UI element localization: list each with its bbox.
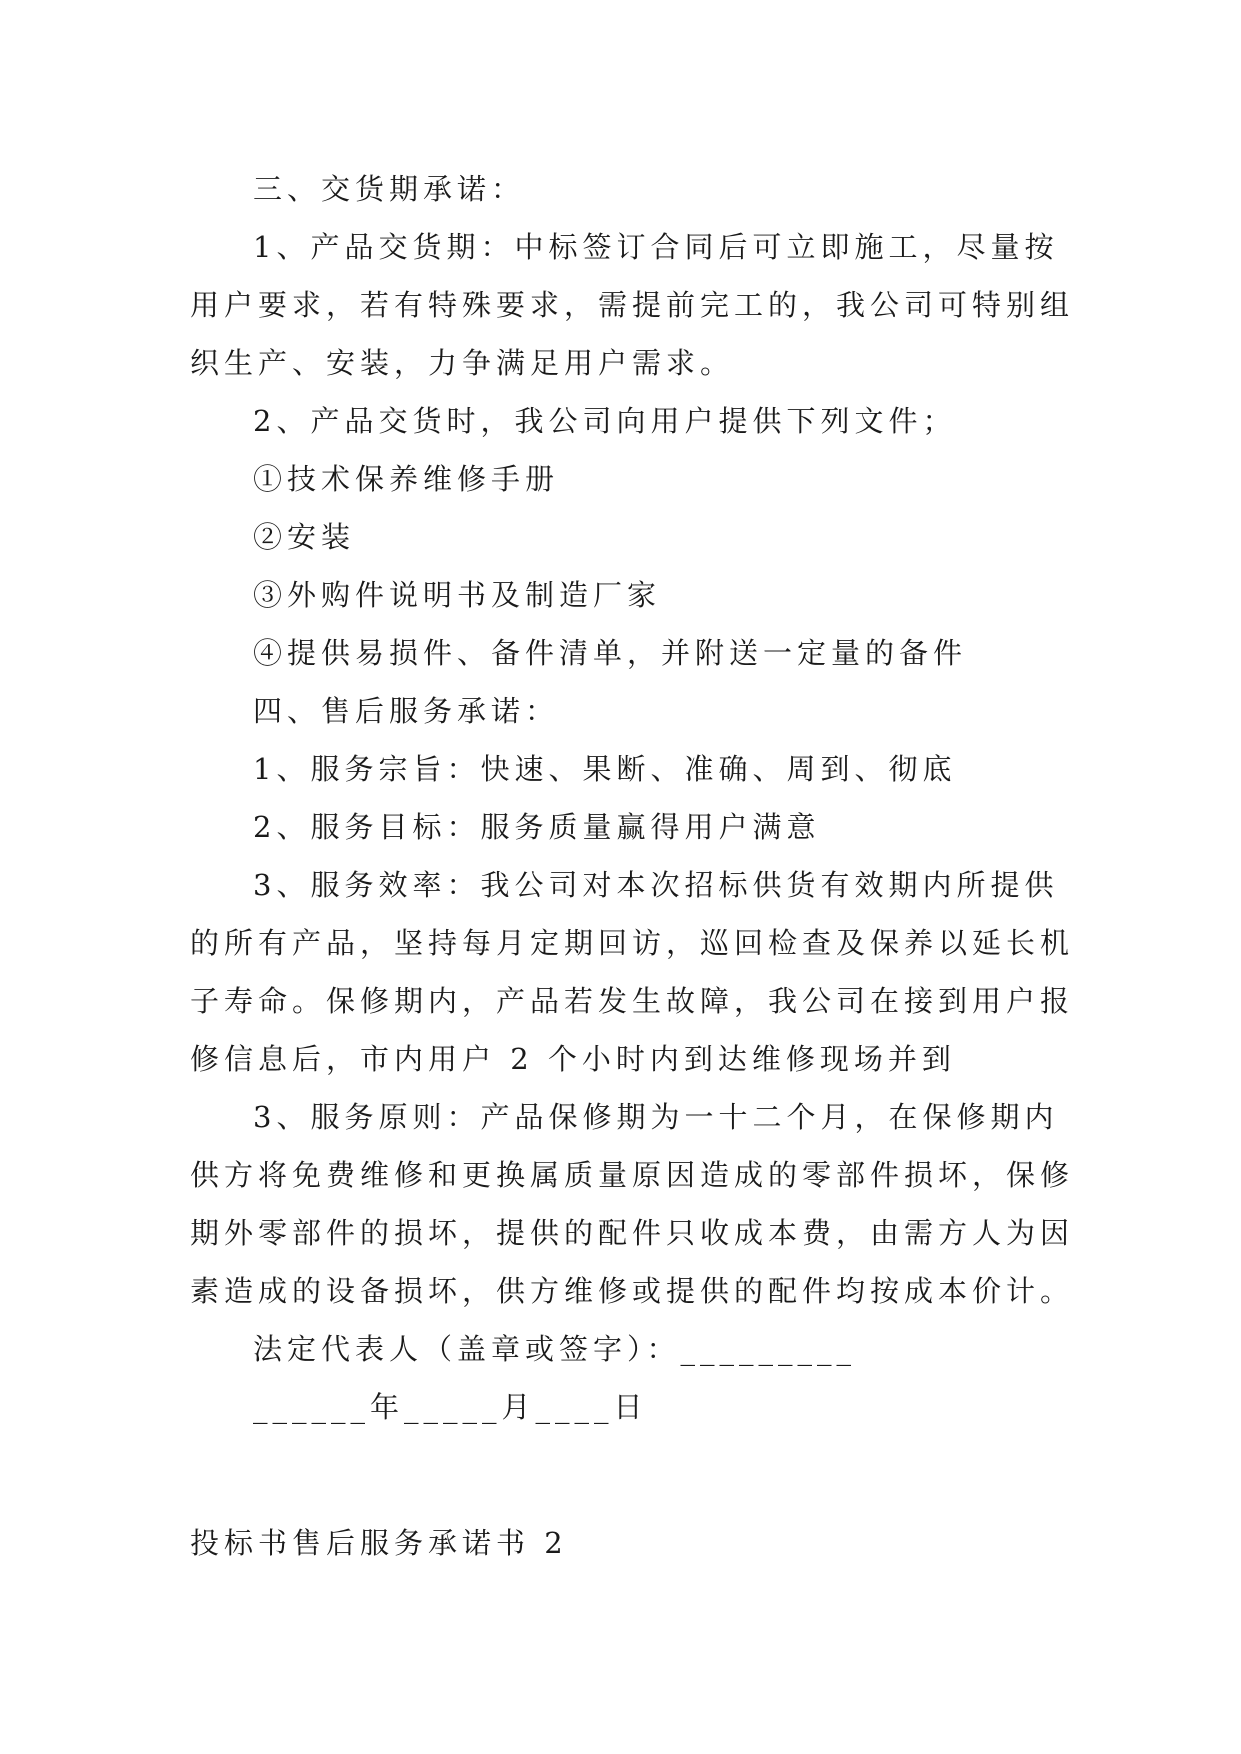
date-line: ______年_____月____日 bbox=[253, 1390, 648, 1424]
paragraph-line: 2、服务目标：服务质量赢得用户满意 bbox=[253, 810, 821, 844]
paragraph-line: 1、服务宗旨：快速、果断、准确、周到、彻底 bbox=[253, 752, 957, 786]
paragraph-line: 素造成的设备损坏，供方维修或提供的配件均按成本价计。 bbox=[190, 1274, 1075, 1308]
list-item: ③外购件说明书及制造厂家 bbox=[253, 578, 662, 612]
paragraph-line: 供方将免费维修和更换属质量原因造成的零部件损坏，保修 bbox=[190, 1158, 1075, 1192]
paragraph-line: 织生产、安装，力争满足用户需求。 bbox=[190, 346, 735, 380]
paragraph-line: 3、服务原则：产品保修期为一十二个月，在保修期内 bbox=[253, 1100, 1059, 1134]
document-body bbox=[190, 160, 1075, 1572]
paragraph-line: 修信息后，市内用户 2 个小时内到达维修现场并到 bbox=[190, 1042, 956, 1076]
section-heading-after-sales: 四、售后服务承诺： bbox=[253, 694, 560, 728]
signature-line: 法定代表人（盖章或签字）：_________ bbox=[253, 1332, 857, 1366]
next-document-title: 投标书售后服务承诺书 2 bbox=[190, 1526, 568, 1560]
paragraph-line: 用户要求，若有特殊要求，需提前完工的，我公司可特别组 bbox=[190, 288, 1075, 322]
list-item: ②安装 bbox=[253, 520, 356, 554]
section-heading-delivery: 三、交货期承诺： bbox=[253, 172, 526, 206]
paragraph-line: 2、产品交货时，我公司向用户提供下列文件； bbox=[253, 404, 957, 438]
paragraph-line: 3、服务效率：我公司对本次招标供货有效期内所提供 bbox=[253, 868, 1059, 902]
paragraph-line: 的所有产品，坚持每月定期回访，巡回检查及保养以延长机 bbox=[190, 926, 1075, 960]
list-item: ④提供易损件、备件清单，并附送一定量的备件 bbox=[253, 636, 968, 670]
paragraph-line: 1、产品交货期：中标签订合同后可立即施工，尽量按 bbox=[253, 230, 1059, 264]
list-item: ①技术保养维修手册 bbox=[253, 462, 560, 496]
paragraph-line: 子寿命。保修期内，产品若发生故障，我公司在接到用户报 bbox=[190, 984, 1075, 1018]
paragraph-line: 期外零部件的损坏，提供的配件只收成本费，由需方人为因 bbox=[190, 1216, 1075, 1250]
